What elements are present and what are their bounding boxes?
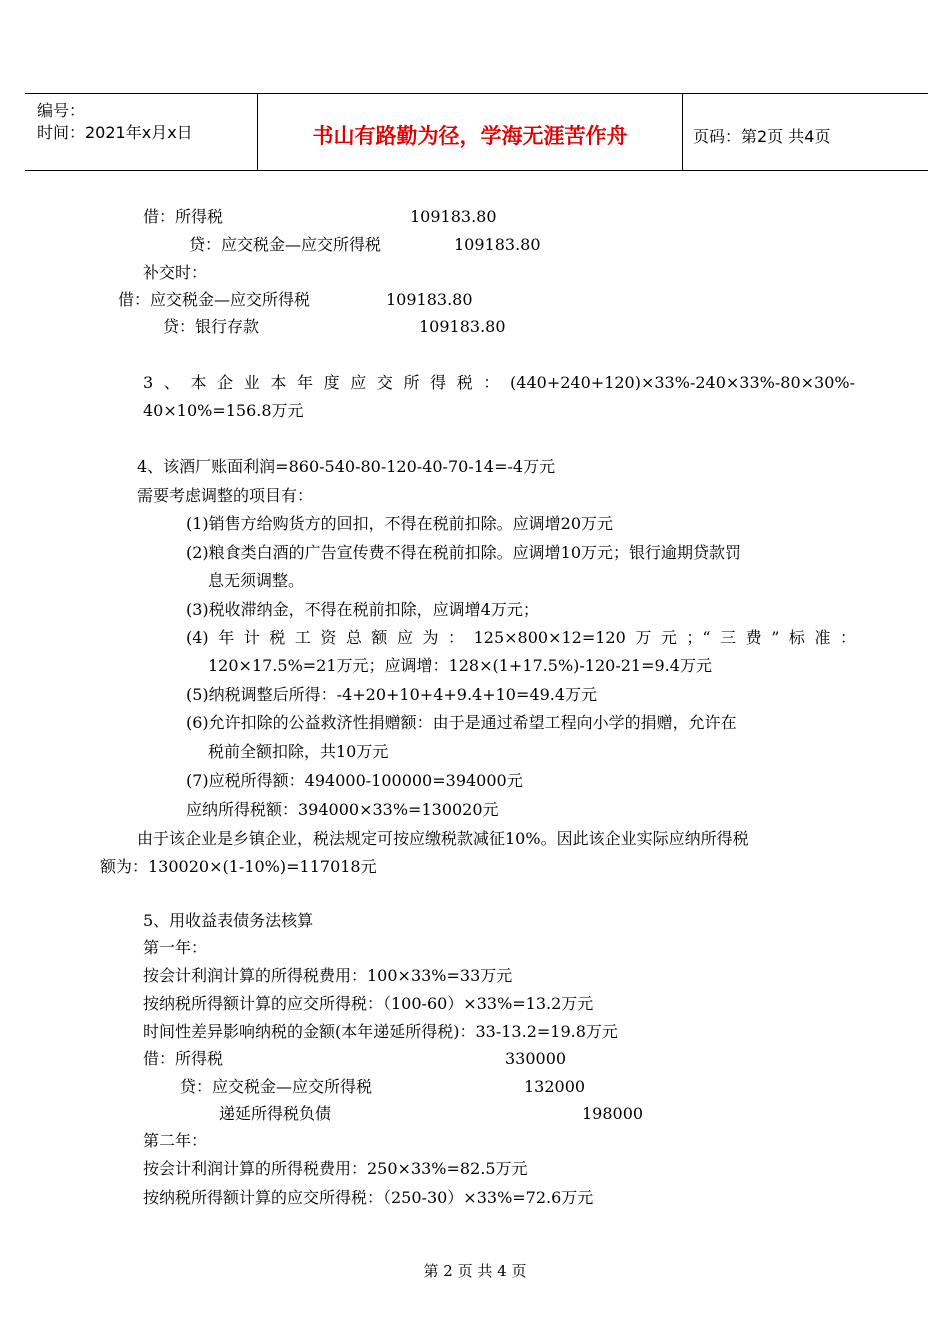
entry-credit-bank-amount: 109183.80	[419, 317, 506, 336]
q4-item-4a: (4)年计税工资总额应为：125×800×12=120万元；“三费”标准：	[186, 628, 856, 647]
header-motto-cell	[258, 94, 683, 170]
motto: 书山有路勤为径，学海无涯苦作舟	[312, 124, 628, 148]
q4-line-2: 需要考虑调整的项目有：	[137, 486, 314, 505]
entry-credit-tax-payable-amount: 109183.80	[454, 235, 541, 254]
q5-entry-credit: 贷：应交税金—应交所得税	[180, 1077, 373, 1096]
q5-entry-deferred-amount: 198000	[582, 1104, 644, 1123]
q5-line-4: 按纳税所得额计算的应交所得税：（100-60）×33%=13.2万元	[143, 994, 594, 1013]
entry-credit-bank: 贷：银行存款	[163, 317, 260, 336]
q4-item-6b: 税前全额扣除，共10万元	[208, 742, 389, 761]
q5-line-7: 按会计利润计算的所得税费用：250×33%=82.5万元	[143, 1159, 528, 1178]
q4-paragraph-2: 额为：130020×(1-10%)=117018元	[100, 857, 377, 876]
entry-debit-tax-payable: 借：应交税金—应交所得税	[118, 290, 311, 309]
q4-item-7: (7)应税所得额：494000-100000=394000元	[186, 771, 523, 790]
q4-item-6a: (6)允许扣除的公益救济性捐赠额：由于是通过希望工程向小学的捐赠，允许在	[186, 713, 737, 732]
entry-debit-tax-payable-amount: 109183.80	[386, 290, 473, 309]
q5-entry-debit: 借：所得税	[143, 1049, 224, 1068]
entry-debit-tax: 借：所得税	[143, 207, 224, 226]
time-label: 时间：2021年x月x日	[37, 123, 193, 142]
q5-entry-debit-amount: 330000	[505, 1049, 567, 1068]
q5-entry-credit-amount: 132000	[524, 1077, 586, 1096]
q5-entry-deferred: 递延所得税负债	[219, 1104, 332, 1123]
q5-line-5: 时间性差异影响纳税的金额(本年递延所得税)：33-13.2=19.8万元	[143, 1022, 618, 1041]
q4-item-8: 应纳所得税额：394000×33%=130020元	[186, 800, 499, 819]
q3-line-2: 40×10%=156.8万元	[143, 401, 304, 420]
q5-line-1: 5、用收益表债务法核算	[143, 911, 314, 930]
page-footer: 第 2 页 共 4 页	[423, 1262, 527, 1280]
q4-item-2b: 息无须调整。	[208, 571, 305, 590]
q5-line-8: 按纳税所得额计算的应交所得税：（250-30）×33%=72.6万元	[143, 1188, 594, 1207]
q4-item-4b: 120×17.5%=21万元；应调增：128×(1+17.5%)-120-21=9.4万元	[208, 656, 712, 675]
q4-item-5: (5)纳税调整后所得：-4+20+10+4+9.4+10=49.4万元	[186, 685, 598, 704]
q4-item-2a: (2)粮食类白酒的广告宣传费不得在税前扣除。应调增10万元；银行逾期贷款罚	[186, 543, 742, 562]
header-info-cell	[25, 94, 258, 170]
entry-credit-tax-payable: 贷：应交税金—应交所得税	[189, 235, 382, 254]
q4-item-1: (1)销售方给购货方的回扣，不得在税前扣除。应调增20万元	[186, 514, 614, 533]
q4-line-1: 4、该酒厂账面利润=860-540-80-120-40-70-14=-4万元	[137, 457, 556, 476]
supplement-label: 补交时：	[143, 263, 208, 282]
q4-item-3: (3)税收滞纳金，不得在税前扣除，应调增4万元；	[186, 600, 539, 619]
page-header	[25, 93, 928, 171]
q5-line-3: 按会计利润计算的所得税费用：100×33%=33万元	[143, 966, 513, 985]
number-label: 编号：	[37, 101, 86, 120]
q5-year-1: 第一年：	[143, 938, 208, 957]
q3-line-1: 3、本企业本年度应交所得税：(440+240+120)×33%-240×33%-80×30%-	[143, 373, 855, 392]
q4-paragraph-1: 由于该企业是乡镇企业，税法规定可按应缴税款减征10%。因此该企业实际应纳所得税	[137, 829, 749, 848]
entry-debit-tax-amount: 109183.80	[410, 207, 497, 226]
q5-year-2: 第二年：	[143, 1131, 208, 1150]
header-page-cell	[683, 94, 928, 170]
page-label: 页码：第2页 共4页	[693, 127, 831, 146]
